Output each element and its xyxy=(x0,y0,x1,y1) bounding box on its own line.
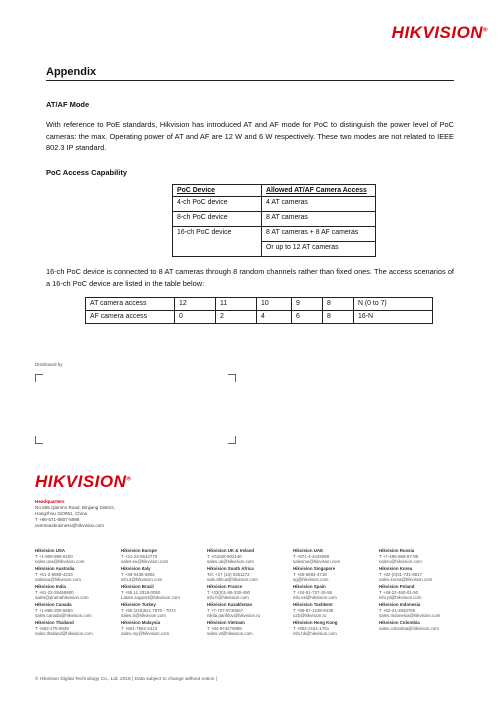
office-email: sales.uk@hikvision.com xyxy=(207,559,254,565)
office-name: Hikvision Hong Kong xyxy=(293,620,338,625)
table-cell: 12 xyxy=(175,298,216,311)
office-entry xyxy=(207,566,291,583)
office-name: Hikvision Spain xyxy=(293,584,326,589)
office-entry xyxy=(379,548,463,565)
headquarters-line: T +86-571-8807-5998 xyxy=(35,517,80,522)
office-phone: T +662-275-9949 xyxy=(35,625,69,631)
office-email: sales.usa@hikvision.com xyxy=(35,559,85,565)
office-email: sales.colombia@hikvision.com xyxy=(379,625,439,631)
section-heading-at-af-mode: AT/AF Mode xyxy=(46,100,90,109)
title-divider xyxy=(46,80,454,81)
table-cell: AF camera access xyxy=(86,311,175,324)
table-cell: 16-N xyxy=(354,311,433,324)
office-phone: T +1-866-200-6690 xyxy=(35,607,73,613)
table-header-cell: Allowed AT/AF Camera Access xyxy=(262,185,376,197)
distributed-by-label: Distributed by xyxy=(35,362,63,367)
table-cell: Or up to 12 AT cameras xyxy=(262,242,376,257)
table-cell: 8-ch PoC device xyxy=(173,212,262,227)
office-email: sales.thailand@hikvision.com xyxy=(35,631,93,637)
office-email: info.fr@hikvision.com xyxy=(207,595,249,601)
office-email: sales.my@hikvision.com xyxy=(121,631,170,637)
office-name: Hikvision France xyxy=(207,584,243,589)
office-email: info.pl@hikvision.com xyxy=(379,595,422,601)
office-email: saleru@hikvision.com xyxy=(379,559,422,565)
office-email: sales.korea@hikvision.com xyxy=(379,577,433,583)
table-header-row xyxy=(173,185,376,197)
office-email: sales.tr@hikvision.com xyxy=(121,613,166,619)
office-email: sale.africa@hikvision.com xyxy=(207,577,258,583)
office-name: Hikvision UAE xyxy=(293,548,324,553)
office-entry xyxy=(207,548,291,565)
office-name: Hikvision Poland xyxy=(379,584,415,589)
office-entry xyxy=(379,584,463,601)
capability-table xyxy=(172,184,376,257)
copyright-footer: © Hikvision Digital Technology Co., Ltd. 2018 | Data subject to change without notice | xyxy=(35,677,217,682)
table-row xyxy=(173,227,376,242)
office-phone: T +62-21-2933759 xyxy=(379,607,416,613)
office-entry xyxy=(293,620,377,637)
headquarters-block xyxy=(35,499,115,529)
office-email: sg@hikvision.com xyxy=(293,577,329,583)
office-entry xyxy=(35,584,119,601)
office-entry xyxy=(121,620,205,637)
office-phone: T +48-22-460-01-50 xyxy=(379,589,419,595)
scenario-paragraph: 16-ch PoC device is connected to 8 AT cameras through 8 random channels rather than fixed ones. The access scenarios of a 16-ch PoC device are listed in the table below: xyxy=(46,267,454,288)
office-phone: T +33(0)1-85-330-450 xyxy=(207,589,250,595)
office-name: Hikvision Thailand xyxy=(35,620,74,625)
office-phone: T +61-2-8599-4233 xyxy=(35,571,73,577)
office-phone: T +7-727-9730667 xyxy=(207,607,244,613)
office-name: Hikvision Europe xyxy=(121,548,157,553)
corner-mark-top-right xyxy=(228,374,236,382)
office-phone: T +82-(0)31-731-8817 xyxy=(379,571,422,577)
office-entry xyxy=(207,584,291,601)
office-entry xyxy=(121,566,205,583)
office-entry xyxy=(35,620,119,637)
table-cell: 9 xyxy=(292,298,323,311)
office-entry xyxy=(293,584,377,601)
table-cell: 8 xyxy=(323,311,354,324)
table-cell: 0 xyxy=(175,311,216,324)
table-cell: AT camera access xyxy=(86,298,175,311)
office-entry xyxy=(35,548,119,565)
office-entry xyxy=(121,602,205,619)
table-row xyxy=(86,298,433,311)
corner-mark-top-left xyxy=(35,374,43,382)
table-cell: 4 xyxy=(257,311,292,324)
office-email: sales@pramahikvision.com xyxy=(35,595,89,601)
hikvision-logo-bottom: HIKVISION® xyxy=(35,472,132,491)
office-name: Hikvision Canada xyxy=(35,602,72,607)
table-cell: 10 xyxy=(257,298,292,311)
office-phone: T +31-23-5542770 xyxy=(121,553,158,559)
table-cell: 11 xyxy=(216,298,257,311)
office-entry xyxy=(35,566,119,583)
office-entry xyxy=(121,548,205,565)
office-name: Hikvision Colombia xyxy=(379,620,420,625)
office-email: nikita.panfilov@hikvision.ru xyxy=(207,613,261,619)
office-phone: T +852-2151-1761 xyxy=(293,625,330,631)
office-name: Hikvision Turkey xyxy=(121,602,156,607)
office-email: sales.vt@hikvision.com xyxy=(207,631,253,637)
table-cell: 4 AT cameras xyxy=(262,197,376,212)
office-entry xyxy=(207,620,291,637)
office-name: Hikvision Malaysia xyxy=(121,620,161,625)
headquarters-line: Hangzhou 310051, China xyxy=(35,511,88,516)
office-entry xyxy=(35,602,119,619)
table-cell: 2 xyxy=(216,311,257,324)
office-name: Hikvision South Africa xyxy=(207,566,254,571)
office-email: salesme@hikvision.com xyxy=(293,559,341,565)
office-name: Hikvision Australia xyxy=(35,566,75,571)
table-cell: 8 xyxy=(323,298,354,311)
table-cell: 8 AT cameras + 8 AF cameras xyxy=(262,227,376,242)
office-name: Hikvision Indonesia xyxy=(379,602,421,607)
office-email: sales.Indonesia@hikvision.com xyxy=(379,613,441,619)
at-af-mode-paragraph: With reference to PoE standards, Hikvision has introduced AT and AF mode for PoC to distinguish the power level of PoC cameras: the max. Operating power of AT and AF are 12 W and 6 W respectively. These two modes are not related to IEEE 802.3 IP standard. xyxy=(46,120,454,152)
table-cell: 6 xyxy=(292,311,323,324)
office-name: Hikvision UK & Ireland xyxy=(207,548,255,553)
table-row xyxy=(173,197,376,212)
corner-mark-bottom-left xyxy=(35,436,43,444)
table-row xyxy=(173,212,376,227)
office-phone: T +39-0438-6902 xyxy=(121,571,155,577)
office-phone: T +65-6684-4718 xyxy=(293,571,327,577)
office-entry xyxy=(293,548,377,565)
office-name: Hikvision Vietnam xyxy=(207,620,245,625)
office-name: Hikvision Italy xyxy=(121,566,151,571)
office-phone: T +99-87-1238-9438 xyxy=(293,607,334,613)
table-cell: N (0 to 7) xyxy=(354,298,433,311)
table-cell: 8 AT cameras xyxy=(262,212,376,227)
office-phone: T +91-22-28469900 xyxy=(35,589,74,595)
office-phone: Tel: +27 (10) 0351172 xyxy=(207,571,250,577)
office-phone: T +601-7652-2413 xyxy=(121,625,158,631)
office-entry xyxy=(293,602,377,619)
office-email: sales.eu@hikvision.com xyxy=(121,559,169,565)
corner-mark-bottom-right xyxy=(228,436,236,444)
office-phone: T +90 (216)521 7070 - 7074 xyxy=(121,607,176,613)
office-name: Hikvision Tashkent xyxy=(293,602,333,607)
hikvision-logo-top: HIKVISION® xyxy=(391,23,488,42)
office-email: uzb@hikvision.ru xyxy=(293,613,327,619)
table-header-cell: PoC Device xyxy=(173,185,262,197)
office-phone: T +34-91-737-16-55 xyxy=(293,589,333,595)
office-phone: T +971-4-4432090 xyxy=(293,553,330,559)
office-phone: T +01628-902140 xyxy=(207,553,242,559)
office-phone: T +1-909-895-0400 xyxy=(35,553,73,559)
office-email: salesau@hikvision.com xyxy=(35,577,81,583)
table-cell: 16-ch PoC device xyxy=(173,227,262,257)
office-email: Latam.support@hikvision.com xyxy=(121,595,180,601)
scenario-table xyxy=(85,297,433,324)
office-name: Hikvision Kazakhstan xyxy=(207,602,253,607)
office-name: Hikvision Korea xyxy=(379,566,413,571)
headquarters-line: overseasbusiness@hikvision.com xyxy=(35,523,105,528)
office-phone: T +55 11 3318-0050 xyxy=(121,589,161,595)
office-name: Hikvision India xyxy=(35,584,66,589)
office-name: Hikvision Singapore xyxy=(293,566,336,571)
office-entry xyxy=(293,566,377,583)
section-heading-poc-access: PoC Access Capability xyxy=(46,168,128,177)
headquarters-title: Headquarters xyxy=(35,499,65,504)
page-title: Appendix xyxy=(46,66,97,78)
office-email: info.es@hikvision.com xyxy=(293,595,337,601)
office-email: info.hk@hikvision.com xyxy=(293,631,337,637)
headquarters-line: No.555 Qianmo Road, Binjiang District, xyxy=(35,505,115,510)
table-cell: 4-ch PoC device xyxy=(173,197,262,212)
table-row xyxy=(86,311,433,324)
office-entry xyxy=(207,602,291,619)
office-name: Hikvision Russia xyxy=(379,548,415,553)
office-entry xyxy=(379,602,463,619)
office-name: Hikvision Brazil xyxy=(121,584,154,589)
office-entry xyxy=(121,584,205,601)
office-email: sales.canada@hikvision.com xyxy=(35,613,92,619)
office-name: Hikvision USA xyxy=(35,548,66,553)
office-entry xyxy=(379,566,463,583)
office-phone: T +84-974270888 xyxy=(207,625,242,631)
office-phone: T +7-495-669-67-99 xyxy=(379,553,419,559)
office-entry xyxy=(379,620,463,631)
office-email: info.it@hikvision.com xyxy=(121,577,163,583)
